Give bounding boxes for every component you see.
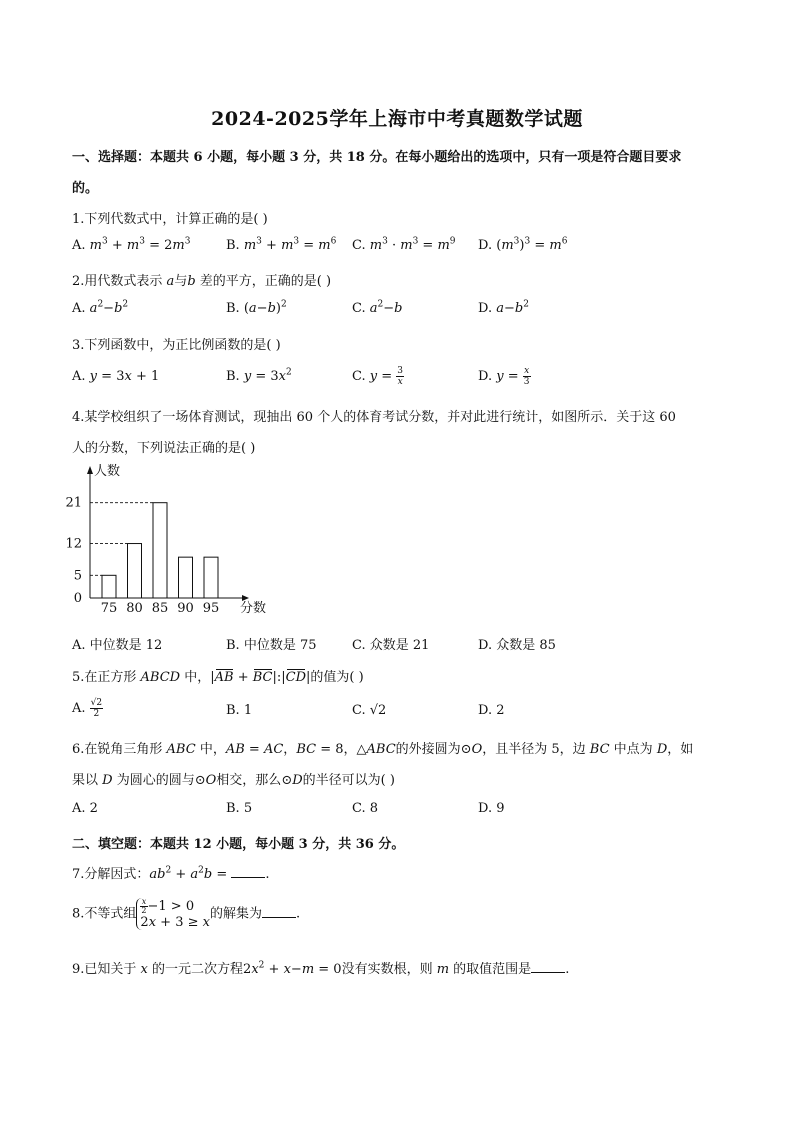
q6-option-c: C. 8 (352, 801, 379, 816)
score-bar-chart (62, 462, 282, 622)
x-tick-label: 75 (100, 601, 118, 616)
x-tick-label: 85 (151, 601, 169, 616)
q4-option-b: B. 中位数是 75 (226, 638, 317, 653)
bar (102, 575, 116, 598)
q3-stem: 3.下列函数中，为正比例函数的是( ) (72, 338, 281, 353)
q5-stem: 5.在正方形 ABCD 中，|AB + BC|:|CD|的值为( ) (72, 670, 364, 685)
y-tick-label: 5 (73, 568, 82, 584)
q2-stem: 2.用代数式表示 a与b 差的平方，正确的是( ) (72, 274, 332, 289)
q2-option-b: B. $(a-b)^2$ (226, 299, 287, 316)
q3-option-a: A. y = 3x + 1 (72, 369, 160, 384)
section1-heading-cont: 的。 (72, 181, 99, 196)
q5-option-b: B. 1 (226, 703, 253, 718)
q4-stem-line1: 4.某学校组织了一场体育测试，现抽出 60 个人的体育考试分数，并对此进行统计，如图所示．关于这 60 (72, 410, 676, 425)
x-axis-label: 分数 (240, 601, 267, 616)
bar (153, 503, 167, 598)
y-tick-label: 0 (73, 591, 82, 606)
q5-option-d: D. 2 (478, 703, 505, 718)
q3-option-c: C. y = $\frac{3}{x}$ (352, 366, 404, 387)
q6-stem-line2: 果以 D 为圆心的圆与⊙O相交，那么⊙D的半径可以为( ) (72, 773, 395, 788)
y-axis-arrow (87, 466, 93, 474)
q6-stem-line1: 6.在锐角三角形 ABC 中，AB = AC，BC = 8，△ABC的外接圆为⊙O，且半径为 5，边 BC 中点为 D，如 (72, 742, 694, 757)
y-tick-label: 21 (65, 495, 82, 511)
q3-option-b: B. $y = 3x^2$ (226, 367, 292, 384)
q4-option-d: D. 众数是 85 (478, 638, 556, 653)
q5-option-a: A. $\frac{√2}{2}$ (72, 698, 103, 719)
x-tick-label: 80 (126, 601, 143, 616)
q1-option-d: D. $(m^3)^3 = m^6$ (478, 236, 568, 253)
chart-bars (102, 503, 218, 598)
page-title: 2024-2025学年上海市中考真题数学试题 (211, 108, 583, 130)
q1-option-b: B. $m^3 + m^3 = m^6$ (226, 236, 337, 253)
q6-option-d: D. 9 (478, 801, 505, 816)
q1-option-a: A. $m^3 + m^3 = 2m^3$ (72, 236, 191, 253)
q4-stem-line2: 人的分数，下列说法正确的是( ) (72, 441, 256, 456)
y-axis-label: 人数 (94, 464, 121, 479)
q2-option-d: D. $a-b^2$ (478, 299, 529, 316)
q6-option-b: B. 5 (226, 801, 253, 816)
bar (179, 557, 193, 598)
bar (204, 557, 218, 598)
x-tick-label: 90 (177, 601, 194, 616)
y-tick-label: 12 (65, 536, 82, 552)
q7-stem: 7.分解因式：$ab^2 + a^2b$ = . (72, 865, 270, 882)
inequality-system: $\frac{x}{2}$ −1 > 0 2x + 3 ≥ x (136, 898, 210, 930)
bar (128, 544, 142, 598)
q4-option-c: C. 众数是 21 (352, 638, 430, 653)
q8-answer-blank (262, 905, 296, 918)
q2-option-c: C. $a^2-b$ (352, 299, 403, 316)
q2-option-a: A. $a^2-b^2$ (72, 299, 129, 316)
q1-stem: 1.下列代数式中，计算正确的是( ) (72, 212, 268, 227)
q9-answer-blank (531, 960, 565, 973)
q7-answer-blank (231, 865, 265, 878)
q6-option-a: A. 2 (72, 801, 98, 816)
q4-option-a: A. 中位数是 12 (72, 638, 163, 653)
section2-heading: 二、填空题：本题共 12 小题，每小题 3 分，共 36 分。 (72, 837, 405, 852)
q5-option-c: C. √2 (352, 703, 387, 718)
q1-option-c: C. $m^3 \cdot m^3 = m^9$ (352, 236, 456, 253)
q3-option-d: D. y = $\frac{x}{3}$ (478, 366, 530, 387)
x-tick-label: 95 (202, 601, 220, 616)
q8-stem: 8.不等式组 $\frac{x}{2}$ −1 > 0 2x + 3 ≥ x 的解集为 . (72, 897, 301, 930)
q9-stem: 9.已知关于 x 的一元二次方程$2x^2 + x-m = 0$没有实数根，则 m 的取值范围是 . (72, 960, 570, 977)
section1-heading: 一、选择题：本题共 6 小题，每小题 3 分，共 18 分。在每小题给出的选项中，只有一项是符合题目要求 (72, 150, 682, 165)
